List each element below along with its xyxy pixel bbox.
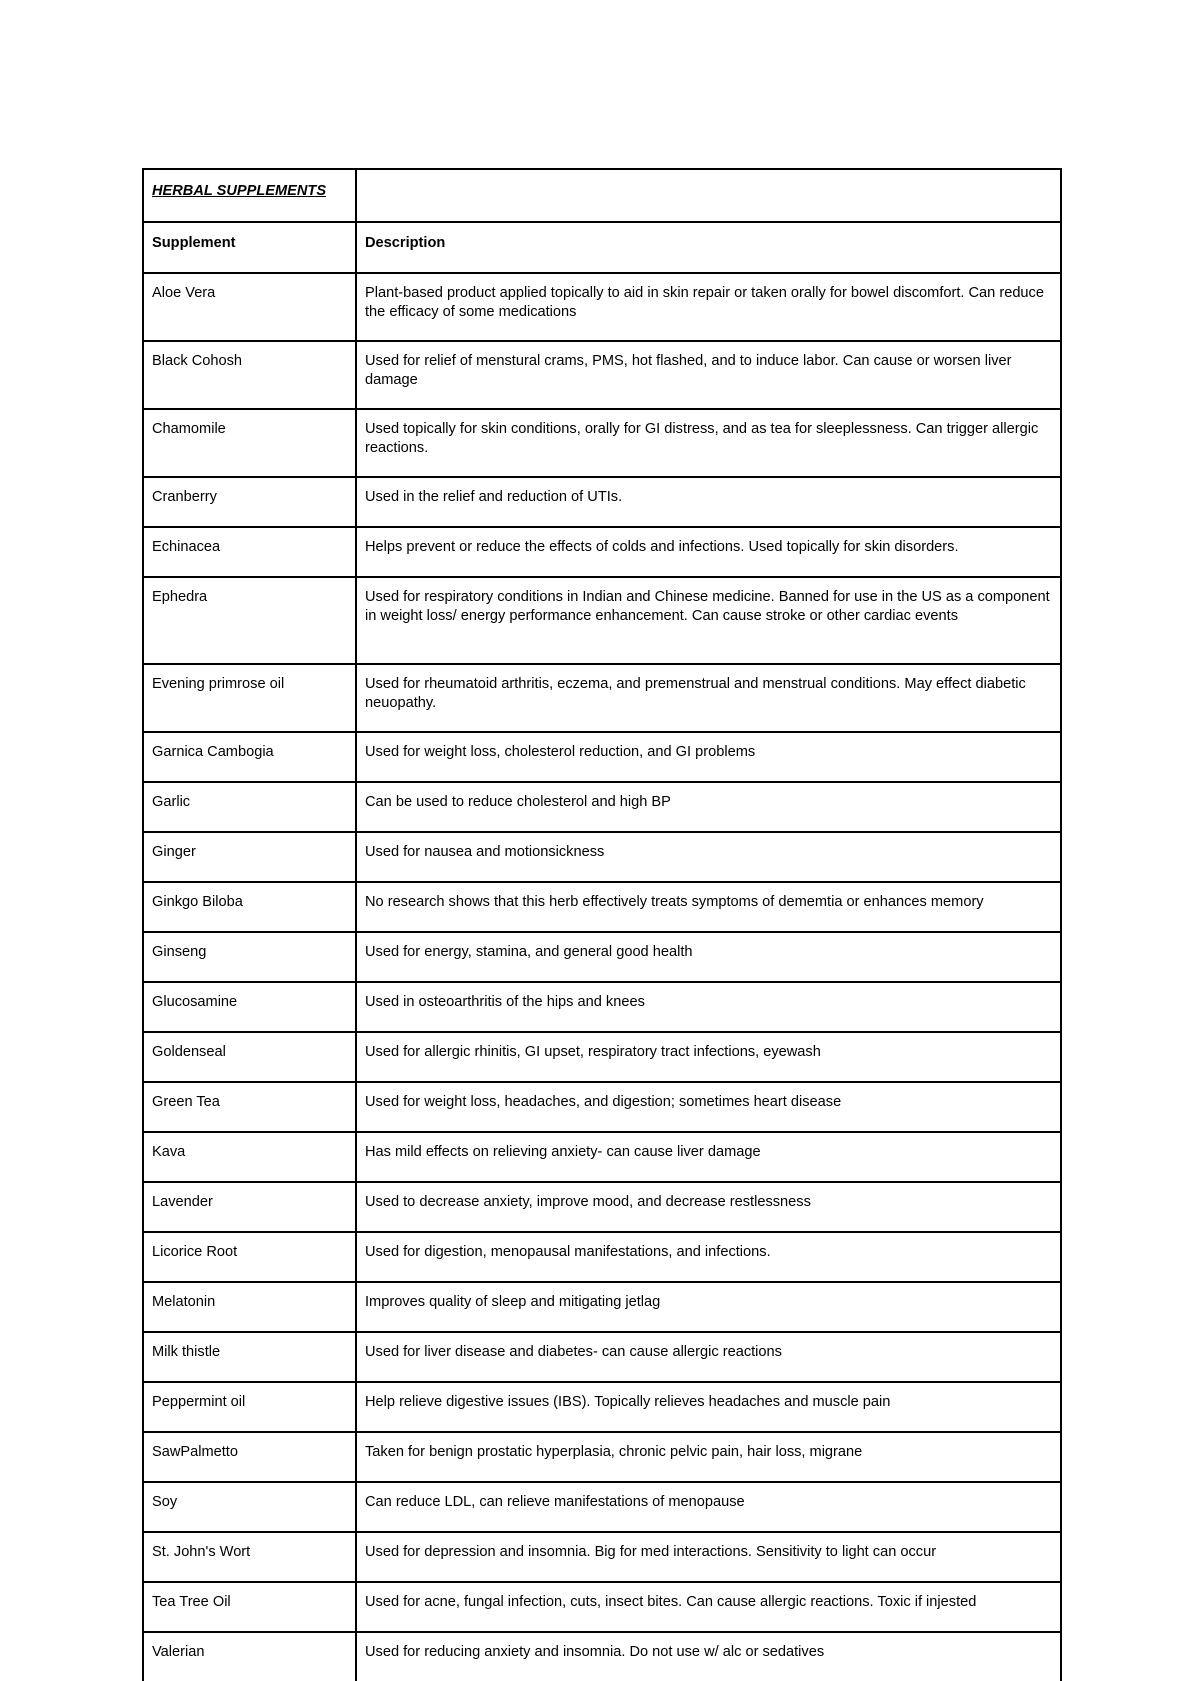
supplement-name-cell: SawPalmetto <box>143 1432 356 1482</box>
supplement-name-cell: Garnica Cambogia <box>143 732 356 782</box>
supplement-description-cell: Used topically for skin conditions, orally for GI distress, and as tea for sleeplessness. Can trigger allergic reactions. <box>356 409 1061 477</box>
table-title-row <box>143 169 1061 222</box>
supplement-name-cell: Black Cohosh <box>143 341 356 409</box>
supplement-name-cell: Chamomile <box>143 409 356 477</box>
table-row <box>143 409 1061 477</box>
document-page <box>142 168 1060 1681</box>
supplement-description-cell: Helps prevent or reduce the effects of colds and infections. Used topically for skin disorders. <box>356 527 1061 577</box>
supplement-description-cell: Used for reducing anxiety and insomnia. Do not use w/ alc or sedatives <box>356 1632 1061 1681</box>
supplement-name-cell: Lavender <box>143 1182 356 1232</box>
supplement-name-cell: Evening primrose oil <box>143 664 356 732</box>
supplement-description-cell: Used for energy, stamina, and general good health <box>356 932 1061 982</box>
table-row <box>143 1632 1061 1681</box>
table-row <box>143 1182 1061 1232</box>
table-row <box>143 882 1061 932</box>
supplement-description-cell: Used for allergic rhinitis, GI upset, respiratory tract infections, eyewash <box>356 1032 1061 1082</box>
supplement-name-cell: Tea Tree Oil <box>143 1582 356 1632</box>
supplement-name-cell: Milk thistle <box>143 1332 356 1382</box>
supplement-name-cell: Kava <box>143 1132 356 1182</box>
supplement-name-cell: Melatonin <box>143 1282 356 1332</box>
supplement-description-cell: Used for nausea and motionsickness <box>356 832 1061 882</box>
supplement-name-cell: Aloe Vera <box>143 273 356 341</box>
supplement-description-cell: Used for rheumatoid arthritis, eczema, and premenstrual and menstrual conditions. May effect diabetic neuopathy. <box>356 664 1061 732</box>
supplement-name-cell: Ginger <box>143 832 356 882</box>
table-row <box>143 832 1061 882</box>
table-row <box>143 1232 1061 1282</box>
supplement-name-cell: Cranberry <box>143 477 356 527</box>
supplement-description-cell: Has mild effects on relieving anxiety- can cause liver damage <box>356 1132 1061 1182</box>
supplement-description-cell: Used for weight loss, cholesterol reduction, and GI problems <box>356 732 1061 782</box>
supplement-name-cell: Echinacea <box>143 527 356 577</box>
supplement-description-cell: Used for weight loss, headaches, and digestion; sometimes heart disease <box>356 1082 1061 1132</box>
supplement-description-cell: Can be used to reduce cholesterol and high BP <box>356 782 1061 832</box>
table-row <box>143 1082 1061 1132</box>
supplement-name-cell: St. John's Wort <box>143 1532 356 1582</box>
supplement-name-cell: Ginkgo Biloba <box>143 882 356 932</box>
table-row <box>143 1432 1061 1482</box>
table-title-empty-cell <box>356 169 1061 222</box>
supplement-description-cell: Used in the relief and reduction of UTIs. <box>356 477 1061 527</box>
table-row <box>143 1282 1061 1332</box>
table-row <box>143 1532 1061 1582</box>
supplement-description-cell: Improves quality of sleep and mitigating jetlag <box>356 1282 1061 1332</box>
table-body <box>143 169 1061 1681</box>
supplement-description-cell: Used for acne, fungal infection, cuts, insect bites. Can cause allergic reactions. Toxic if injested <box>356 1582 1061 1632</box>
supplement-description-cell: Plant-based product applied topically to aid in skin repair or taken orally for bowel discomfort. Can reduce the efficacy of some medications <box>356 273 1061 341</box>
table-row <box>143 1382 1061 1432</box>
table-row <box>143 1482 1061 1532</box>
table-row <box>143 732 1061 782</box>
table-row <box>143 341 1061 409</box>
table-row <box>143 1332 1061 1382</box>
supplement-name-cell: Ephedra <box>143 577 356 664</box>
supplement-description-cell: Can reduce LDL, can relieve manifestations of menopause <box>356 1482 1061 1532</box>
table-row <box>143 782 1061 832</box>
supplement-name-cell: Green Tea <box>143 1082 356 1132</box>
table-row <box>143 273 1061 341</box>
column-header-description: Description <box>356 222 1061 273</box>
supplement-name-cell: Glucosamine <box>143 982 356 1032</box>
supplement-name-cell: Valerian <box>143 1632 356 1681</box>
supplement-description-cell: Used for digestion, menopausal manifestations, and infections. <box>356 1232 1061 1282</box>
table-title: HERBAL SUPPLEMENTS <box>143 169 356 222</box>
supplement-description-cell: Used for relief of menstural crams, PMS, hot flashed, and to induce labor. Can cause or worsen liver damage <box>356 341 1061 409</box>
supplement-description-cell: Used for liver disease and diabetes- can cause allergic reactions <box>356 1332 1061 1382</box>
table-row <box>143 527 1061 577</box>
supplement-name-cell: Peppermint oil <box>143 1382 356 1432</box>
table-row <box>143 1582 1061 1632</box>
table-row <box>143 1032 1061 1082</box>
supplement-name-cell: Ginseng <box>143 932 356 982</box>
table-row <box>143 477 1061 527</box>
table-row <box>143 577 1061 664</box>
supplement-description-cell: Help relieve digestive issues (IBS). Topically relieves headaches and muscle pain <box>356 1382 1061 1432</box>
supplement-description-cell: Used to decrease anxiety, improve mood, and decrease restlessness <box>356 1182 1061 1232</box>
supplement-description-cell: Taken for benign prostatic hyperplasia, chronic pelvic pain, hair loss, migrane <box>356 1432 1061 1482</box>
supplement-description-cell: No research shows that this herb effectively treats symptoms of dememtia or enhances memory <box>356 882 1061 932</box>
table-header-row <box>143 222 1061 273</box>
herbal-supplements-table <box>142 168 1062 1681</box>
table-row <box>143 982 1061 1032</box>
supplement-description-cell: Used in osteoarthritis of the hips and knees <box>356 982 1061 1032</box>
supplement-name-cell: Garlic <box>143 782 356 832</box>
supplement-name-cell: Licorice Root <box>143 1232 356 1282</box>
table-row <box>143 1132 1061 1182</box>
supplement-name-cell: Soy <box>143 1482 356 1532</box>
supplement-description-cell: Used for respiratory conditions in Indian and Chinese medicine. Banned for use in the US as a component in weight loss/ energy performance enhancement. Can cause stroke or other cardiac events <box>356 577 1061 664</box>
table-row <box>143 664 1061 732</box>
supplement-name-cell: Goldenseal <box>143 1032 356 1082</box>
supplement-description-cell: Used for depression and insomnia. Big for med interactions. Sensitivity to light can occur <box>356 1532 1061 1582</box>
table-row <box>143 932 1061 982</box>
column-header-supplement: Supplement <box>143 222 356 273</box>
